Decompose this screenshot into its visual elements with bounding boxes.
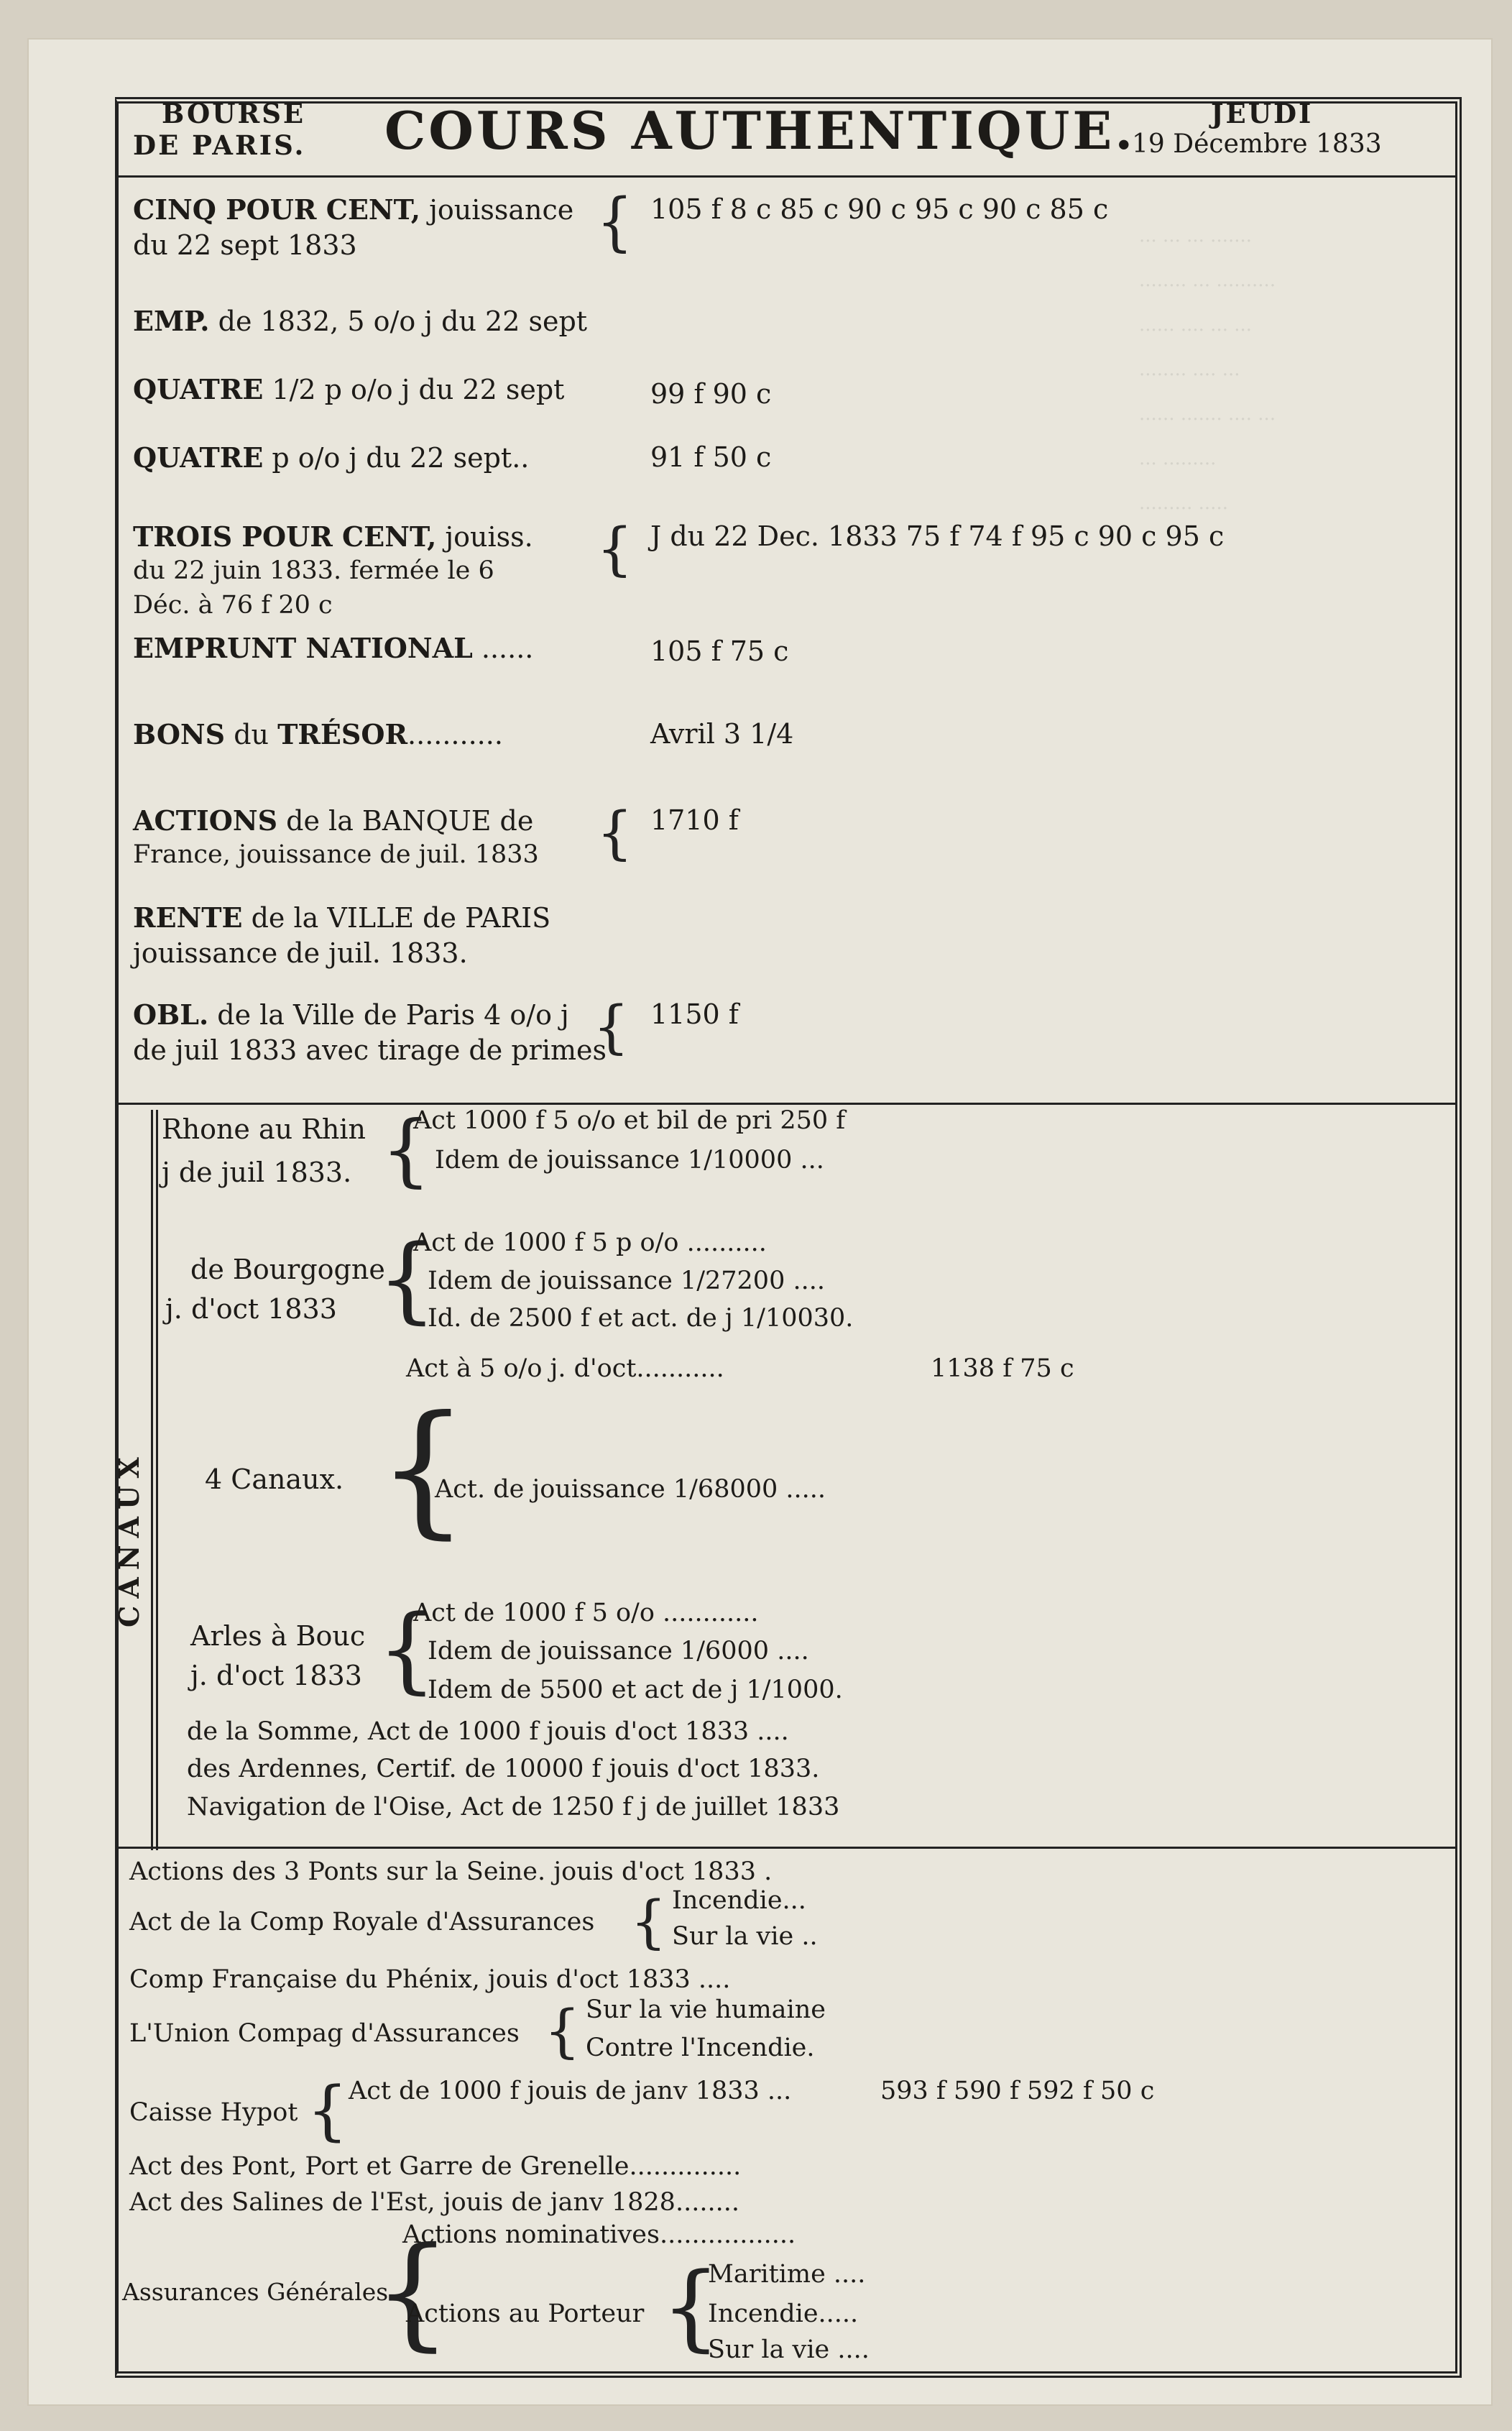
rente-row: RENTE de la VILLE de PARIS — [133, 901, 551, 934]
section-rule — [119, 1103, 1455, 1105]
brace-icon: { — [630, 1888, 667, 1955]
canal-line: Id. de 2500 f et act. de j 1/10030. — [428, 1304, 854, 1333]
divers-line: Comp Française du Phénix, jouis d'oct 1833 .... — [129, 1965, 731, 1994]
canal-value: 1138 f 75 c — [931, 1354, 1074, 1383]
rente-row: EMPRUNT NATIONAL ...... — [133, 632, 534, 664]
rente-value: 105 f 75 c — [650, 635, 789, 667]
divers-line: Actions au Porteur — [406, 2299, 645, 2328]
brace-icon: { — [544, 1998, 581, 2064]
divers-option: Sur la vie .... — [708, 2335, 870, 2364]
rente-value: 1150 f — [650, 998, 739, 1030]
bourse-label: BOURSE — [162, 98, 306, 129]
divers-line: Actions des 3 Ponts sur la Seine. jouis d'oct 1833 . — [129, 1857, 773, 1886]
rente-row: ACTIONS de la BANQUE de — [133, 804, 534, 837]
brace-icon: { — [596, 515, 633, 582]
rente-row-sub: du 22 juin 1833. fermée le 6 — [133, 556, 494, 585]
section-rule — [119, 1847, 1455, 1849]
page-title: COURS AUTHENTIQUE. — [384, 100, 1136, 161]
canal-name: de Bourgogne — [190, 1254, 385, 1285]
rente-value: 1710 f — [650, 804, 739, 836]
canaux-rule — [151, 1110, 153, 1850]
divers-line: Act de la Comp Royale d'Assurances — [129, 1908, 595, 1936]
divers-option: Sur la vie .. — [672, 1922, 818, 1951]
bleed-through-text: ··· ··· ··· ······· ········ ··· ·········· ······ ···· ··· ··· ········ ···· ··· ······ ······· ···· ··· ··· ········· ········· ····· — [1139, 231, 1276, 520]
canal-line: Act de 1000 f 5 o/o ............ — [413, 1599, 759, 1627]
divers-line: Act de 1000 f jouis de janv 1833 ... — [349, 2077, 792, 2105]
header-rule — [119, 175, 1455, 178]
canaux-rule — [156, 1110, 158, 1850]
canal-name: 4 Canaux. — [205, 1463, 344, 1495]
brace-icon: { — [381, 1103, 431, 1195]
canal-name: Arles à Bouc — [190, 1620, 366, 1652]
rente-row: QUATRE p o/o j du 22 sept.. — [133, 441, 530, 474]
rente-row: CINQ POUR CENT, jouissance — [133, 193, 574, 226]
brace-icon: { — [661, 2252, 721, 2361]
rente-row: EMP. de 1832, 5 o/o j du 22 sept — [133, 305, 588, 337]
canal-sub: j de juil 1833. — [162, 1157, 352, 1188]
divers-line: L'Union Compag d'Assurances — [129, 2019, 520, 2048]
divers-line: Caisse Hypot — [129, 2098, 298, 2127]
canal-line: des Ardennes, Certif. de 10000 f jouis d'oct 1833. — [187, 1755, 820, 1783]
canal-line: Navigation de l'Oise, Act de 1250 f j de juillet 1833 — [187, 1793, 840, 1821]
rente-row: TROIS POUR CENT, jouiss. — [133, 520, 533, 553]
brace-icon: { — [307, 2073, 349, 2149]
divers-line: Act des Pont, Port et Garre de Grenelle.............. — [129, 2152, 742, 2181]
canal-name: Rhone au Rhin — [162, 1113, 366, 1145]
brace-icon: { — [377, 1594, 437, 1704]
rente-value: 91 f 50 c — [650, 441, 772, 473]
brace-icon: { — [374, 2221, 452, 2363]
brace-icon: { — [596, 799, 633, 866]
canal-line: Idem de 5500 et act de j 1/1000. — [428, 1676, 843, 1704]
price-table-frame — [115, 97, 1462, 2378]
canaux-label: CANAUX — [113, 1450, 145, 1627]
canal-sub: j. d'oct 1833 — [165, 1293, 337, 1325]
divers-line: Assurances Générales — [122, 2278, 389, 2306]
divers-value: 593 f 590 f 592 f 50 c — [880, 2077, 1155, 2105]
rente-row-sub: jouissance de juil. 1833. — [133, 937, 468, 969]
canal-line: Idem de jouissance 1/27200 .... — [428, 1267, 825, 1295]
rente-row: OBL. de la Ville de Paris 4 o/o j — [133, 998, 569, 1031]
divers-option: Maritime .... — [708, 2260, 866, 2289]
rente-value: 105 f 8 c 85 c 90 c 95 c 90 c 85 c — [650, 193, 1109, 225]
canal-line: Act 1000 f 5 o/o et bil de pri 250 f — [413, 1106, 846, 1135]
rente-row-sub: du 22 sept 1833 — [133, 229, 357, 261]
canal-line: de la Somme, Act de 1000 f jouis d'oct 1833 .... — [187, 1717, 789, 1746]
divers-option: Incendie..... — [708, 2299, 859, 2328]
rente-row: BONS du TRÉSOR........... — [133, 718, 503, 750]
canal-line: Act. de jouissance 1/68000 ..... — [435, 1475, 826, 1504]
day-label: JEUDI — [1211, 98, 1314, 129]
rente-row: QUATRE 1/2 p o/o j du 22 sept — [133, 373, 565, 405]
rente-value: Avril 3 1/4 — [650, 718, 794, 750]
brace-icon: { — [596, 185, 633, 259]
rente-row-sub: Déc. à 76 f 20 c — [133, 591, 333, 620]
divers-option: Contre l'Incendie. — [586, 2034, 815, 2062]
canal-sub: j. d'oct 1833 — [190, 1660, 362, 1691]
newspaper-page — [29, 40, 1491, 2404]
divers-line: Actions nominatives................. — [402, 2220, 796, 2249]
divers-option: Sur la vie humaine — [586, 1995, 826, 2024]
rente-row-sub: France, jouissance de juil. 1833 — [133, 840, 539, 869]
divers-line: Act des Salines de l'Est, jouis de janv 1828........ — [129, 2188, 739, 2217]
rente-row-sub: de juil 1833 avec tirage de primes — [133, 1034, 607, 1066]
paris-label: DE PARIS. — [133, 129, 306, 161]
brace-icon: { — [593, 993, 630, 1060]
canal-line: Act à 5 o/o j. d'oct........... — [406, 1354, 724, 1383]
canal-line: Act de 1000 f 5 p o/o .......... — [413, 1228, 767, 1257]
brace-icon: { — [377, 1385, 469, 1553]
rente-value: J du 22 Dec. 1833 75 f 74 f 95 c 90 c 95 c — [650, 520, 1225, 552]
date-label: 19 Décembre 1833 — [1132, 129, 1382, 159]
brace-icon: { — [377, 1224, 437, 1333]
rente-value: 99 f 90 c — [650, 378, 772, 410]
canal-line: Idem de jouissance 1/6000 .... — [428, 1637, 809, 1665]
canal-line: Idem de jouissance 1/10000 ... — [435, 1146, 824, 1175]
divers-option: Incendie... — [672, 1886, 806, 1915]
